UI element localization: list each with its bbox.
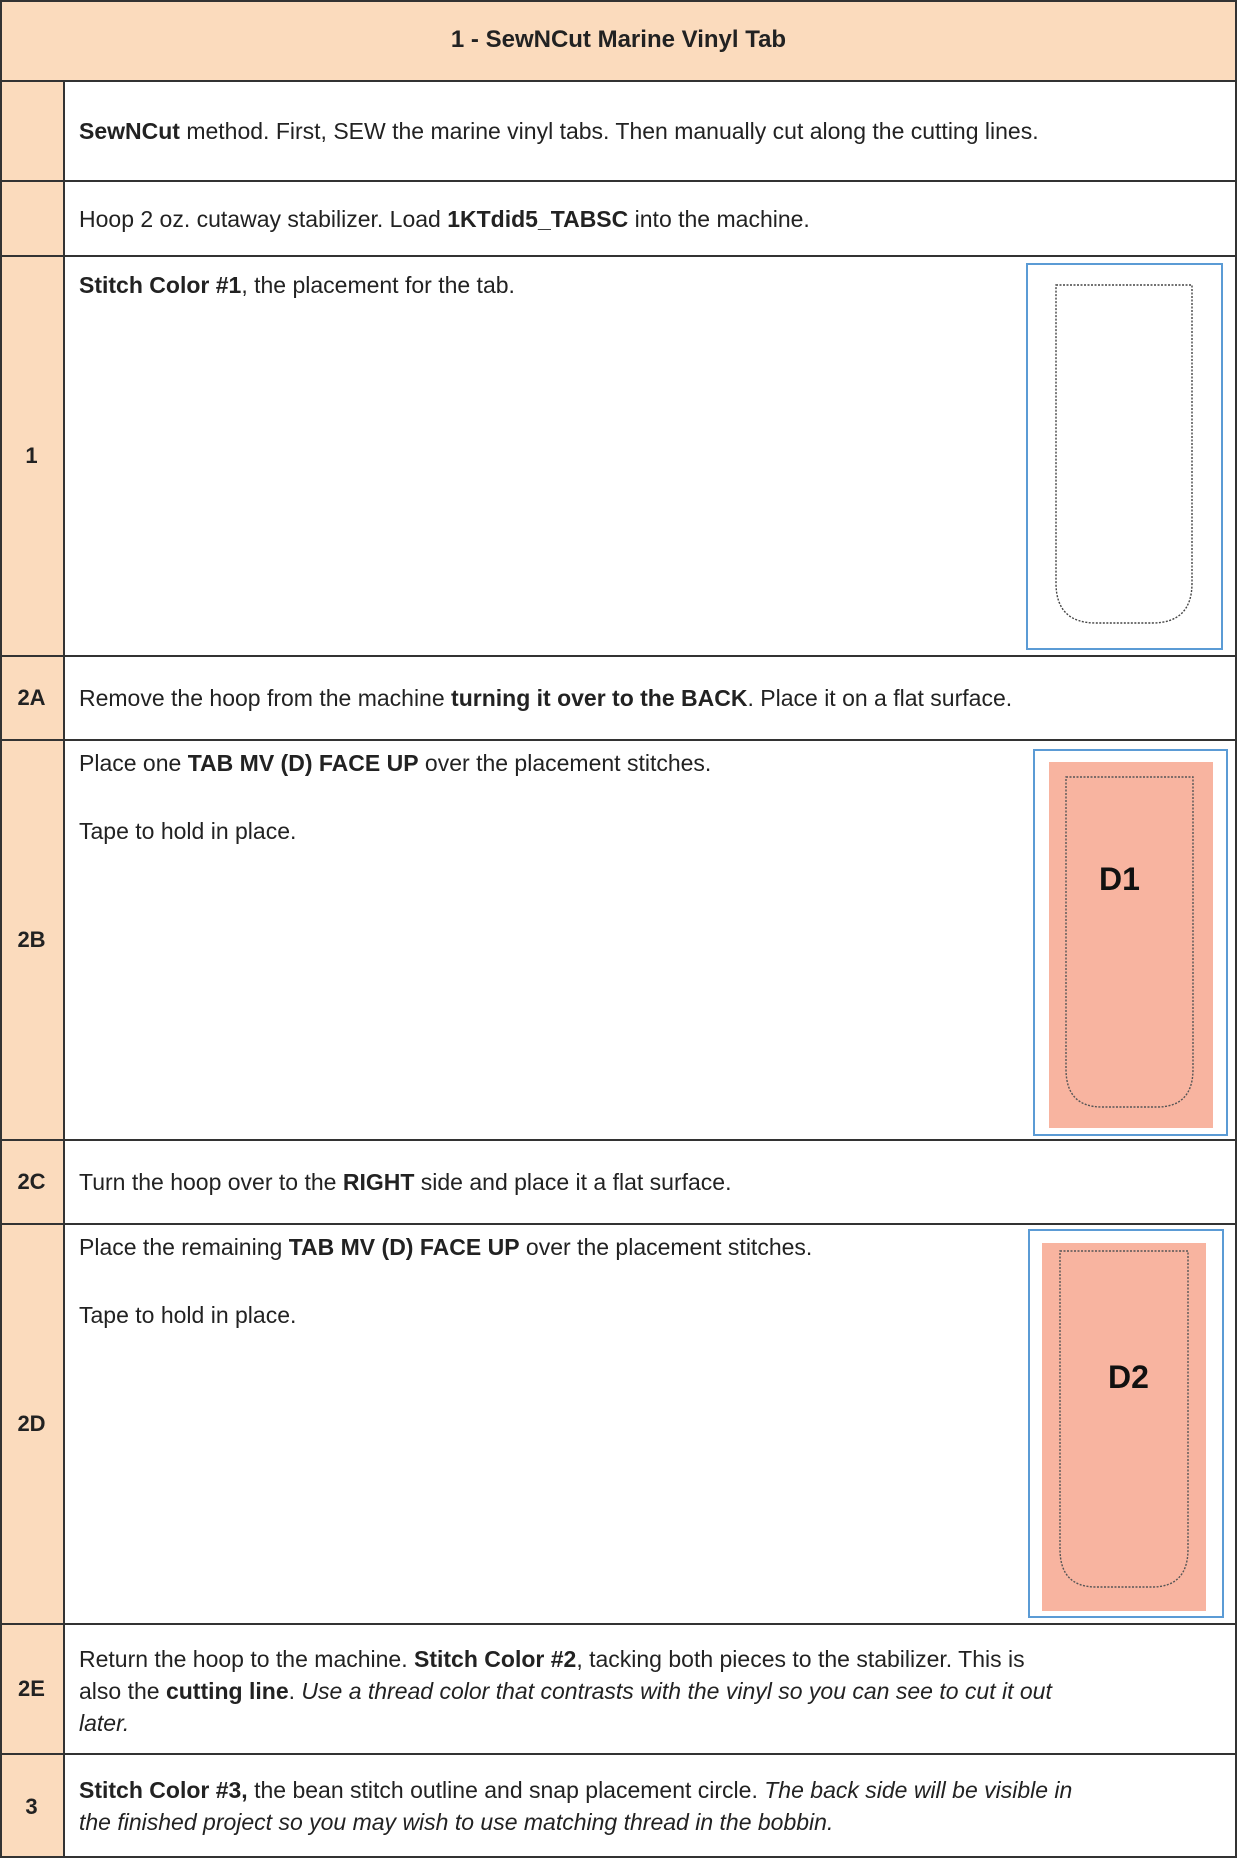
step-label-2d: 2D xyxy=(0,1225,65,1625)
step-label-2a: 2A xyxy=(0,657,65,741)
tab-d2-image xyxy=(1028,1229,1224,1618)
step-2d-text: Place the remaining TAB MV (D) FACE UP over the placement stitches. Tape to hold in place. xyxy=(65,1225,1237,1625)
placement-outline-image xyxy=(1026,263,1223,650)
step-2b-text: Place one TAB MV (D) FACE UP over the placement stitches. Tape to hold in place. xyxy=(65,741,1237,1141)
tab-d1-image xyxy=(1033,749,1228,1136)
intro-text: SewNCut method. First, SEW the marine vinyl tabs. Then manually cut along the cutting lines. xyxy=(65,82,1237,182)
step-label-1: 1 xyxy=(0,257,65,657)
tab-d2-label: D2 xyxy=(1108,1359,1149,1395)
table-title: 1 - SewNCut Marine Vinyl Tab xyxy=(0,0,1237,82)
row-label-intro xyxy=(0,82,65,182)
step-label-2b: 2B xyxy=(0,741,65,1141)
step-label-2e: 2E xyxy=(0,1625,65,1755)
step-2c-text: Turn the hoop over to the RIGHT side and place it a flat surface. xyxy=(65,1141,1237,1225)
step-label-2c: 2C xyxy=(0,1141,65,1225)
step-2e-text: Return the hoop to the machine. Stitch Color #2, tacking both pieces to the stabilizer. This is also the cutting line. Use a thread color that contrasts with the vinyl so you can see to cut it out later. xyxy=(65,1625,1237,1755)
hoop-text: Hoop 2 oz. cutaway stabilizer. Load 1KTdid5_TABSC into the machine. xyxy=(65,182,1237,257)
row-label-hoop xyxy=(0,182,65,257)
step-2a-text: Remove the hoop from the machine turning it over to the BACK. Place it on a flat surface. xyxy=(65,657,1237,741)
step-3-text: Stitch Color #3, the bean stitch outline and snap placement circle. The back side will be visible in the finished project so you may wish to use matching thread in the bobbin. xyxy=(79,1777,1073,1835)
step-1-text: Stitch Color #1, the placement for the tab. xyxy=(65,257,1237,657)
step-label-3: 3 xyxy=(0,1755,65,1858)
tab-d1-label: D1 xyxy=(1099,861,1140,897)
